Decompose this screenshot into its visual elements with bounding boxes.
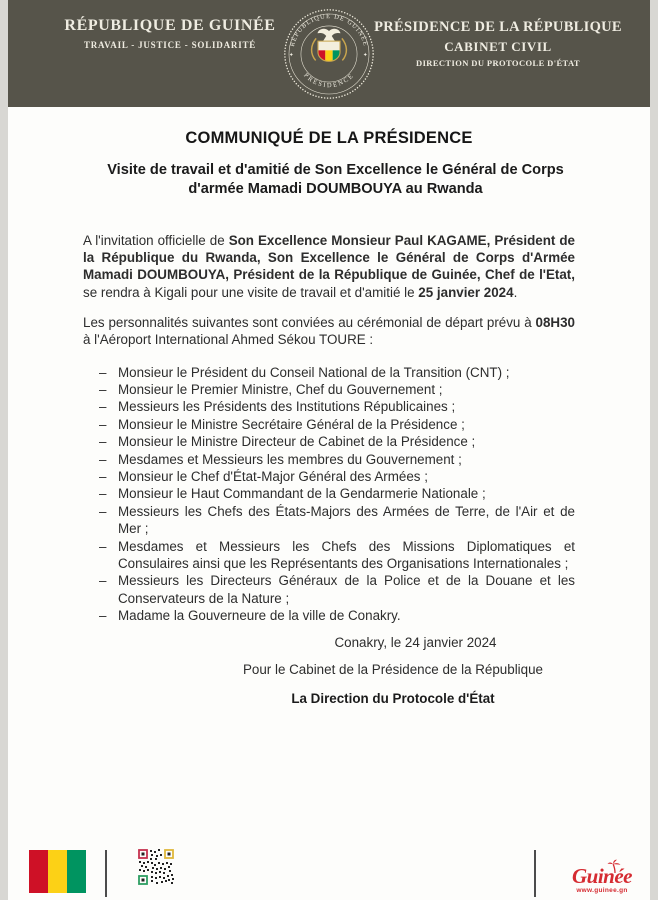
list-item-text: Messieurs les Présidents des Institutions Républicaines ; [118,399,456,415]
presidency-title: PRÉSIDENCE DE LA RÉPUBLIQUE [374,19,622,35]
dash-marker: – [99,434,107,450]
palm-tree-icon [607,859,622,878]
signature-line: La Direction du Protocole d'État [291,690,495,706]
guinee-logo-text: Guinée [572,864,632,888]
list-item-text: Messieurs les Directeurs Généraux de la Police et de la Douane et les Conservateurs de la Nature ; [118,573,575,606]
dash-marker: – [99,451,107,467]
list-item [83,468,575,485]
footer [8,838,650,900]
list-item-text: Monsieur le Président du Conseil National de la Transition (CNT) ; [118,364,510,380]
dash-marker: – [99,608,107,624]
communique-subtitle: Visite de travail et d'amitié de Son Excellence le Général de Corps d'armée Mamadi DOUMBOUYA au Rwanda [107,162,564,197]
paragraph-invitation: A l'invitation officielle de Son Excellence Monsieur Paul KAGAME, Président de la République du Rwanda, Son Excellence le Général de Corps d'Armée Mamadi DOUMBOUYA, Président de la République de Guinée, Chef de l'Etat, se rendra à Kigali pour une visite de travail et d'amitié le 25 janvier 2024. [83,233,575,300]
list-item-text: Messieurs les Chefs des États-Majors des Armées de Terre, de l'Air et de Mer ; [118,503,575,537]
guinee-logo-url: www.guinee.gn [576,887,628,894]
footer-divider-left [105,850,107,897]
document-paper [8,0,650,900]
list-item [83,381,575,398]
republic-block [36,17,304,50]
flag-stripe-green [67,850,86,893]
header-band [8,0,650,107]
seal-star-left-icon: ✦ [288,52,294,59]
list-item-text: Monsieur le Premier Ministre, Chef du Gouvernement ; [118,382,443,398]
seal-bottom-text: PRÉSIDENCE [302,71,356,90]
dash-marker: – [99,364,107,380]
flag-stripe-red [29,850,48,893]
list-item-text: Mesdames et Messieurs les membres du Gouvernement ; [118,451,462,467]
dash-marker: – [99,399,107,415]
list-item-text: Monsieur le Ministre Secrétaire Général de la Présidence ; [118,416,465,432]
guinea-flag-icon [29,850,86,893]
list-item [83,364,575,381]
list-item [83,503,575,538]
qr-code-icon [138,849,174,890]
list-item [83,485,575,502]
dash-marker: – [99,503,107,519]
dash-marker: – [99,382,107,398]
dash-marker: – [99,486,107,502]
protocol-direction-title: DIRECTION DU PROTOCOLE D'ÉTAT [416,58,580,68]
list-item-text: Monsieur le Chef d'État-Major Général des Armées ; [118,469,428,485]
seal-star-right-icon: ✦ [363,52,368,59]
paragraph-ceremonial: Les personnalités suivantes sont conviées au cérémonial de départ prévu à 08H30 à l'Aéroport International Ahmed Sékou TOURE : [83,315,575,348]
footer-divider-right [534,850,536,897]
list-item [83,572,575,607]
list-item [83,433,575,450]
flag-stripe-yellow [48,850,67,893]
list-item [83,416,575,433]
seal-top-text: RÉPUBLIQUE DE GUINÉE [288,13,370,48]
closing-block [211,635,575,706]
cabinet-title: CABINET CIVIL [444,39,552,54]
list-item [83,607,575,624]
dash-marker: – [99,416,107,432]
list-item [83,398,575,415]
list-item [83,451,575,468]
list-item-text: Monsieur le Ministre Directeur de Cabinet de la Présidence ; [118,434,476,450]
presidency-block [360,19,636,68]
guinee-logo [560,866,644,894]
list-item-text: Madame la Gouverneure de la ville de Conakry. [118,608,401,624]
dash-marker: – [99,573,107,589]
list-item [83,538,575,573]
coat-of-arms-icon [312,29,347,64]
republic-title: RÉPUBLIQUE DE GUINÉE [64,17,276,34]
date-line: Conakry, le 24 janvier 2024 [334,634,497,650]
dash-marker: – [99,469,107,485]
communique-title: COMMUNIQUÉ DE LA PRÉSIDENCE [185,129,473,147]
list-item-text: Mesdames et Messieurs les Chefs des Missions Diplomatiques et Consulaires ainsi que les Représentants des Organisations Internationales ; [118,538,575,572]
dash-marker: – [99,538,107,554]
cabinet-line: Pour le Cabinet de la Présidence de la République [242,661,543,677]
republic-motto: TRAVAIL - JUSTICE - SOLIDARITÉ [83,40,257,50]
document-body [8,129,650,706]
list-item-text: Monsieur le Haut Commandant de la Gendarmerie Nationale ; [118,486,486,502]
invitees-list [83,364,575,625]
